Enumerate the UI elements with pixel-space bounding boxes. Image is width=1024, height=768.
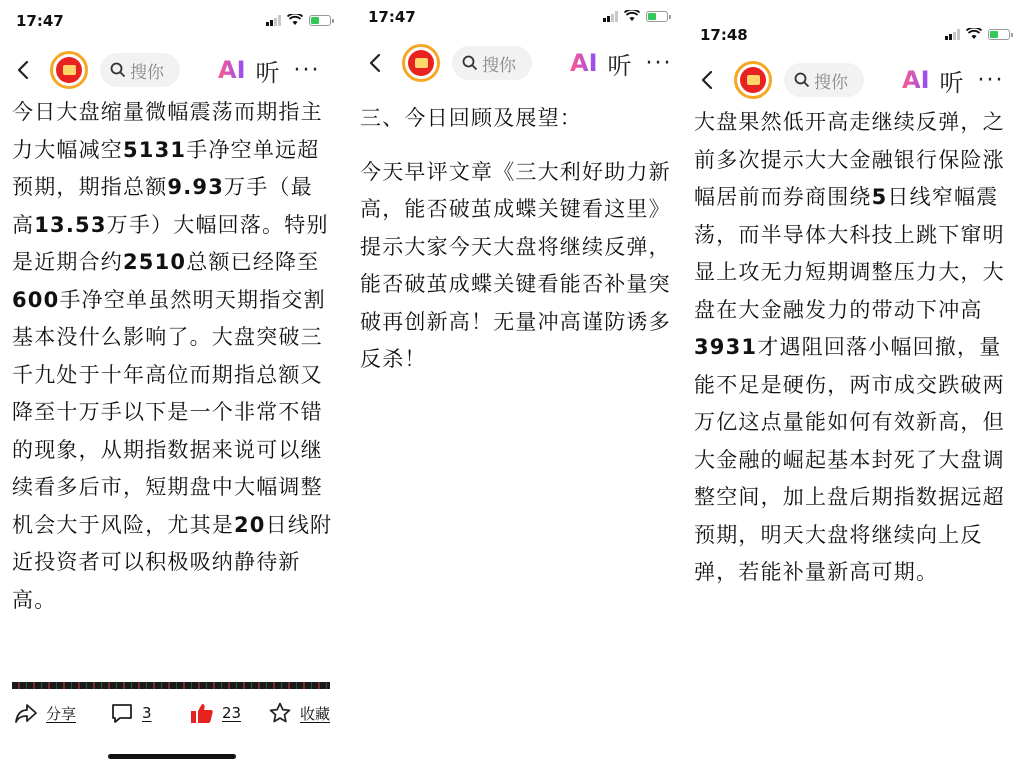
favorite-label: 收藏 <box>300 704 331 723</box>
article-bold-number: 13.53 <box>34 212 107 237</box>
more-menu-button[interactable]: ··· <box>645 50 673 76</box>
account-avatar[interactable] <box>50 51 88 89</box>
article-text: 今天早评文章《三大利好助力新高，能否破茧成蝶关键看这里》提示大家今天大盘将继续反弹，能否破茧成蝶关键看能否补量突破再创新高！无量冲高谨防诱多反杀！ <box>360 159 671 371</box>
image-strip <box>12 682 330 689</box>
article-bold-number: 3931 <box>694 335 758 359</box>
article-bold-number: 20 <box>234 512 266 537</box>
share-label: 分享 <box>46 704 77 723</box>
article-text: 万手）大幅回落。特别是近期合约 <box>12 212 329 274</box>
top-nav <box>0 47 345 93</box>
status-bar <box>352 4 682 28</box>
search-icon <box>110 62 126 78</box>
like-count: 23 <box>222 704 242 722</box>
thumbs-up-icon <box>190 702 214 724</box>
comment-count: 3 <box>142 704 152 722</box>
star-icon <box>268 702 292 724</box>
listen-button[interactable]: 听 <box>255 58 280 87</box>
search-placeholder: 搜你 <box>130 62 164 83</box>
status-icons <box>945 28 1010 40</box>
search-icon <box>462 55 478 71</box>
home-indicator <box>108 754 236 759</box>
top-nav <box>352 40 682 86</box>
wifi-icon <box>287 14 303 26</box>
search-placeholder: 搜你 <box>482 55 516 76</box>
signal-icon <box>603 11 618 22</box>
ai-button[interactable]: AI <box>218 56 246 84</box>
ai-button[interactable]: AI <box>902 66 930 94</box>
screen-panel-1 <box>0 0 345 768</box>
screen-panel-3 <box>684 0 1024 768</box>
listen-button[interactable]: 听 <box>939 68 964 97</box>
article-text: 日线附近投资者可以积极吸纳静待新高。 <box>12 512 333 612</box>
search-box[interactable] <box>100 53 180 87</box>
more-menu-button[interactable]: ··· <box>293 57 321 83</box>
search-placeholder: 搜你 <box>814 72 848 93</box>
article-text: 手净空单远超预期，期指总额 <box>12 137 320 199</box>
search-box[interactable] <box>784 63 864 97</box>
back-arrow-icon[interactable] <box>366 53 386 73</box>
account-avatar[interactable] <box>402 44 440 82</box>
back-arrow-icon[interactable] <box>14 60 34 80</box>
article-bold-number: 5 <box>871 185 888 209</box>
wifi-icon <box>624 10 640 22</box>
status-bar <box>684 22 1024 46</box>
article-body <box>360 100 674 390</box>
battery-icon <box>309 15 331 26</box>
account-avatar[interactable] <box>734 61 772 99</box>
article-bold-number: 600 <box>12 287 60 312</box>
article-body <box>12 94 334 664</box>
status-time: 17:47 <box>16 12 64 30</box>
share-button[interactable] <box>14 702 76 724</box>
signal-icon <box>945 29 960 40</box>
article-body <box>694 104 1016 612</box>
screen-panel-2 <box>352 0 682 768</box>
article-text: 才遇阻回落小幅回撤，量能不足是硬伤，两市成交跌破两万亿这点量能如何有效新高，但大金融的崛起基本封死了大盘调整空间，加上盘后期指数据远超预期，明天大盘将继续向上反弹，若能补量新高可期。 <box>694 335 1005 584</box>
article-text: 今日大盘缩量微幅震荡而期指主力大幅减空 <box>12 100 323 162</box>
bottom-toolbar <box>0 700 345 730</box>
article-paragraph <box>360 100 674 138</box>
top-nav <box>684 57 1024 103</box>
article-bold-number: 9.93 <box>167 175 225 199</box>
status-time: 17:48 <box>700 26 748 44</box>
article-bold-number: 2510 <box>123 250 187 274</box>
article-text: 日线窄幅震荡，而半导体大科技上跳下窜明显上攻无力短期调整压力大，大盘在大金融发力的带动下冲高 <box>694 185 1005 322</box>
article-text: 手净空单虽然明天期指交割基本没什么影响了。大盘突破三千九处于十年高位而期指总额又降至十万手以下是一个非常不错的现象，从期指数据来说可以继续看多后市，短期盘中大幅调整机会大于风险，尤其是 <box>12 287 326 537</box>
like-button[interactable] <box>190 702 241 724</box>
signal-icon <box>266 15 281 26</box>
share-icon <box>14 702 38 724</box>
article-text: 三、今日回顾及展望： <box>360 106 582 130</box>
battery-icon <box>646 11 668 22</box>
search-box[interactable] <box>452 46 532 80</box>
status-bar <box>0 8 345 32</box>
more-menu-button[interactable]: ··· <box>977 67 1005 93</box>
article-text: 万手（最高 <box>12 175 313 237</box>
status-icons <box>603 10 668 22</box>
article-bold-number: 5131 <box>123 137 187 162</box>
back-arrow-icon[interactable] <box>698 70 718 90</box>
article-paragraph <box>360 154 674 379</box>
favorite-button[interactable] <box>268 702 330 724</box>
article-text: 大盘果然低开高走继续反弹，之前多次提示大大金融银行保险涨幅居前而券商围绕 <box>694 110 1005 209</box>
battery-icon <box>988 29 1010 40</box>
status-icons <box>266 14 331 26</box>
ai-button[interactable]: AI <box>570 49 598 77</box>
listen-button[interactable]: 听 <box>607 51 632 80</box>
comment-icon <box>110 702 134 724</box>
search-icon <box>794 72 810 88</box>
wifi-icon <box>966 28 982 40</box>
article-paragraph <box>694 104 1016 592</box>
status-time: 17:47 <box>368 8 416 26</box>
comment-button[interactable] <box>110 702 152 724</box>
article-text: 总额已经降至 <box>186 250 320 274</box>
article-paragraph <box>12 94 334 619</box>
